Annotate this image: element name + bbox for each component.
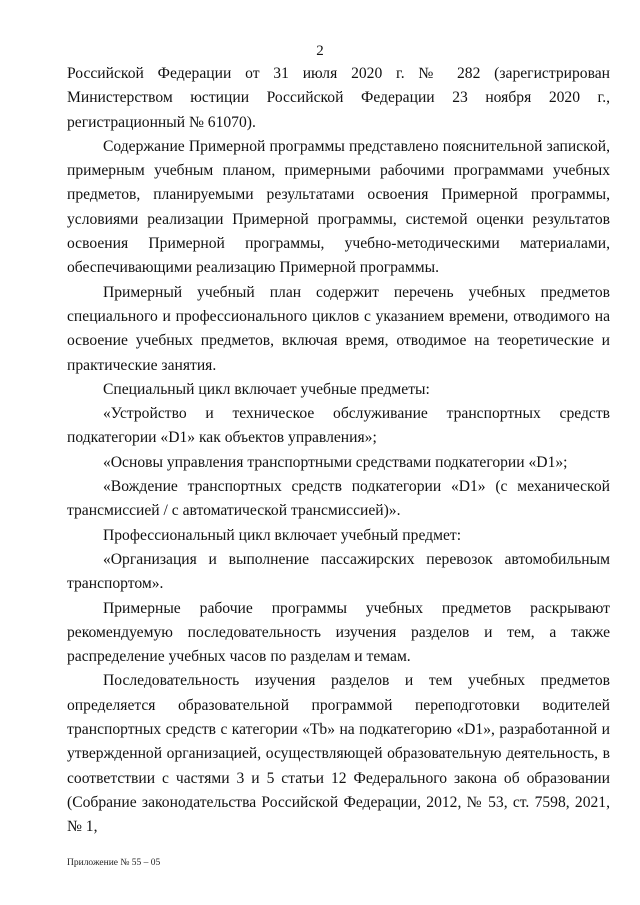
- paragraph-8: Профессиональный цикл включает учебный предмет:: [103, 526, 462, 544]
- paragraph-4: Специальный цикл включает учебные предметы:: [103, 380, 430, 398]
- paragraph-10: Примерные рабочие программы учебных предметов раскрывают рекомендуемую последовательность изучения разделов и тем, а также распределение учебных часов по разделам и темам.: [67, 599, 610, 666]
- page-footer: Приложение № 55 – 05: [67, 858, 161, 868]
- paragraph-11: Последовательность изучения разделов и тем учебных предметов определяется образовательной программой переподготовки водителей транспортных средств с категории «Tb» на подкатегорию «D1», разработанной и утвержденной организацией, осуществляющей образовательную деятельность, в соответствии с частями 3 и 5 статьи 12 Федерального закона об образовании (Собрание законодательства Российской Федерации, 2012, № 53, ст. 7598, 2021, № 1,: [67, 672, 610, 836]
- paragraph-1: Российской Федерации от 31 июля 2020 г. № 282 (зарегистрирован Министерством юстиции Российской Федерации 23 ноября 2020 г., регистрационный № 61070).: [67, 65, 610, 131]
- paragraph-6: «Основы управления транспортными средствами подкатегории «D1»;: [103, 453, 568, 471]
- paragraph-2: Содержание Примерной программы представлено пояснительной запиской, примерным учебным планом, примерными рабочими программами учебных предметов, планируемыми результатами освоения Примерной программы, условиями реализации Примерной программы, системой оценки результатов освоения Примерной программы, учебно-методическими материалами, обеспечивающими реализацию Примерной программы.: [67, 137, 610, 277]
- page-number: 2: [316, 43, 324, 59]
- paragraph-7: «Вождение транспортных средств подкатегории «D1» (с механической трансмиссией / с автоматической трансмиссией)».: [67, 478, 610, 520]
- paragraph-5: «Устройство и техническое обслуживание транспортных средств подкатегории «D1» как объектов управления»;: [67, 405, 610, 447]
- paragraph-3: Примерный учебный план содержит перечень учебных предметов специального и профессионального циклов с указанием времени, отводимого на освоение учебных предметов, включая время, отводимое на теоретические и практические занятия.: [67, 283, 610, 374]
- paragraph-9: «Организация и выполнение пассажирских перевозок автомобильным транспортом».: [67, 550, 610, 593]
- document-body: [67, 62, 610, 840]
